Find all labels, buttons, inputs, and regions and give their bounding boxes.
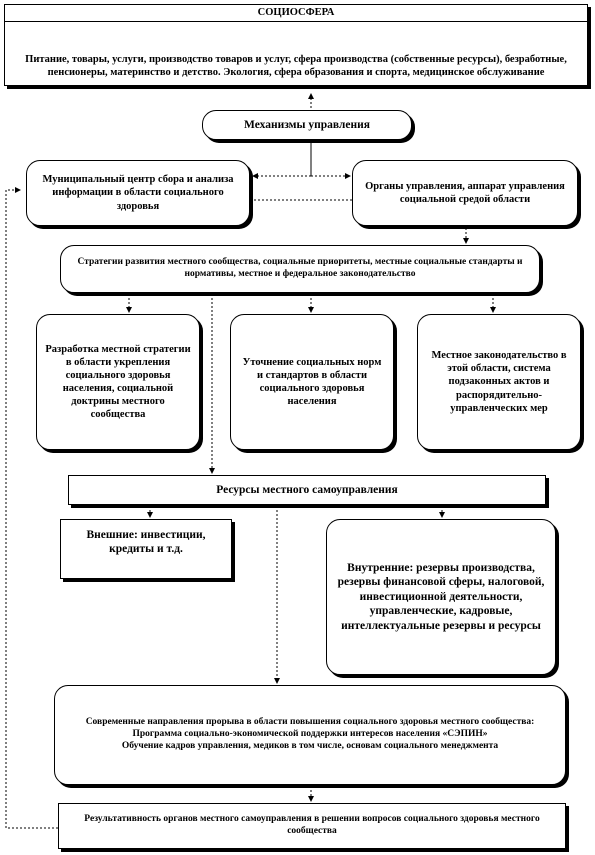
internal-resources-label: Внутренние: резервы производства, резервы финансовой сферы, налоговой, инвестиционной деятельности, управленческие, кадровые, интеллектуальные резервы и ресурсы xyxy=(337,562,545,632)
strategies-box xyxy=(60,245,540,293)
strategies-label: Стратегии развития местного сообщества, социальные приоритеты, местные социальные стандарты и нормативы, местное и федеральное законодательство xyxy=(77,257,523,279)
strategy-development-label: Разработка местной стратегии в области укрепления социального здоровья населения, социальной доктрины местного сообщества xyxy=(45,343,191,421)
mechanisms-label: Механизмы управления xyxy=(244,118,370,131)
feedback-loop xyxy=(6,190,58,828)
law-box xyxy=(417,314,581,450)
sociosphere-text: Питание, товары, услуги, производство товаров и услуг, сфера производства (собственные ресурсы), безработные, пенсионеры, материнство и детство. Экология, сфера образования и спорта, медицинское обслуживание xyxy=(25,53,567,78)
breakthrough-box xyxy=(54,685,566,785)
norms-label: Уточнение социальных норм и стандартов в области социального здоровья населения xyxy=(242,356,382,408)
norms-box xyxy=(230,314,394,450)
external-resources-box xyxy=(60,519,232,579)
resources-box xyxy=(68,475,546,505)
sociosphere-box xyxy=(4,4,588,86)
results-label: Результативность органов местного самоуправления в решении вопросов социального здоровья местного сообщества xyxy=(84,814,540,836)
municipal-center-box xyxy=(26,160,250,226)
sociosphere-title: СОЦИОСФЕРА xyxy=(5,5,587,22)
municipal-center-label: Муниципальный центр сбора и анализа информации в области социального здоровья xyxy=(42,174,234,212)
resources-label: Ресурсы местного самоуправления xyxy=(216,483,398,496)
law-label: Местное законодательство в этой области, система подзаконных актов и распорядительно-управленческих мер xyxy=(431,350,567,414)
external-resources-label: Внешние: инвестиции, кредиты и т.д. xyxy=(86,529,206,556)
internal-resources-box xyxy=(326,519,556,675)
governing-bodies-box xyxy=(352,160,578,226)
strategy-development-box xyxy=(36,314,200,450)
governing-bodies-label: Органы управления, аппарат управления социальной средой области xyxy=(365,180,565,205)
results-box xyxy=(58,803,566,849)
breakthrough-line-3: Обучение кадров управления, медиков в том числе, основам социального менеджмента xyxy=(121,740,499,751)
mechanisms-box xyxy=(202,110,412,140)
breakthrough-line-2: Программа социально-экономической поддержки интересов населения «СЭПИН» xyxy=(132,729,488,740)
breakthrough-line-1: Современные направления прорыва в области повышения социального здоровья местного сообщества: xyxy=(85,717,535,728)
